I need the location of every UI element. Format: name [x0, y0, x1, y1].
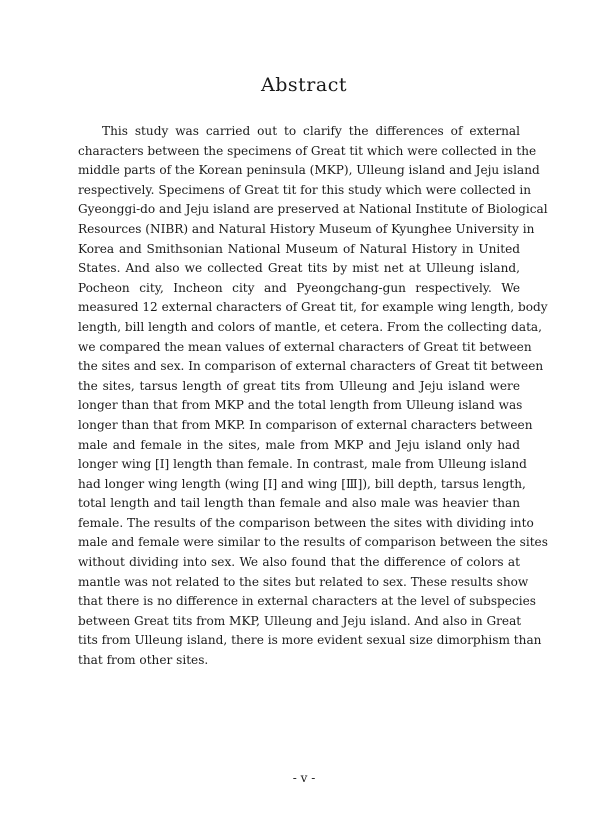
text-line: longer than that from MKP. In comparison of external characters between	[78, 417, 533, 432]
page-title: Abstract	[261, 74, 347, 96]
text-line: Resources (NIBR) and Natural History Museum of Kyunghee University in	[78, 221, 535, 236]
text-line: male and female in the sites, male from MKP and Jeju island only had	[78, 437, 520, 452]
text-line: between Great tits from MKP, Ulleung and Jeju island. And also in Great	[78, 613, 522, 628]
text-line: longer than that from MKP and the total length from Ulleung island was	[78, 398, 523, 413]
text-line: middle parts of the Korean peninsula (MKP), Ulleung island and Jeju island	[78, 163, 540, 178]
text-line: the sites, tarsus length of great tits from Ulleung and Jeju island were	[78, 378, 520, 393]
text-line: characters between the specimens of Great tit which were collected in the	[78, 143, 537, 158]
text-line: male and female were similar to the results of comparison between the sites	[78, 535, 548, 550]
abstract-paragraph	[78, 122, 548, 671]
text-line: had longer wing length (wing [I] and wing [Ⅲ]), bill depth, tarsus length,	[78, 476, 526, 491]
text-line: we compared the mean values of external characters of Great tit between	[78, 339, 532, 354]
text-line: tits from Ulleung island, there is more evident sexual size dimorphism than	[78, 633, 542, 648]
text-line: respectively. Specimens of Great tit for this study which were collected in	[78, 182, 532, 197]
text-line: Gyeonggi-do and Jeju island are preserved at National Institute of Biological	[78, 202, 548, 217]
text-line: the sites and sex. In comparison of external characters of Great tit between	[78, 359, 544, 374]
text-line: female. The results of the comparison between the sites with dividing into	[78, 515, 534, 530]
page-number: - v -	[292, 771, 316, 785]
text-line: that from other sites.	[78, 653, 209, 668]
text-line: without dividing into sex. We also found that the difference of colors at	[78, 555, 520, 570]
text-line: length, bill length and colors of mantle, et cetera. From the collecting data,	[78, 319, 542, 334]
text-line: that there is no difference in external characters at the level of subspecies	[78, 594, 536, 609]
text-line: measured 12 external characters of Great tit, for example wing length, body	[78, 300, 548, 315]
text-line: longer wing [I] length than female. In contrast, male from Ulleung island	[78, 457, 527, 472]
text-line: Korea and Smithsonian National Museum of Natural History in United	[78, 241, 520, 256]
text-line: States. And also we collected Great tits by mist net at Ulleung island,	[78, 261, 520, 276]
text-line: Pocheon city, Incheon city and Pyeongchang-gun respectively. We	[78, 280, 520, 295]
text-line: total length and tail length than female and also male was heavier than	[78, 496, 520, 511]
text-line: mantle was not related to the sites but related to sex. These results show	[78, 574, 529, 589]
text-line: This study was carried out to clarify the differences of external	[102, 124, 520, 138]
